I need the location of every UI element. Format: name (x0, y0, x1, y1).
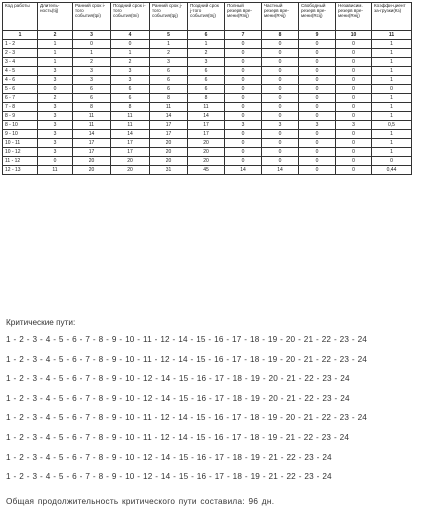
table-cell: 0 (336, 157, 372, 166)
table-cell: 0 (299, 67, 336, 76)
table-row (3, 148, 412, 157)
table-cell: 20 (150, 139, 188, 148)
column-number: 7 (225, 31, 262, 40)
table-cell: 0 (225, 94, 262, 103)
table-cell: 11 (111, 112, 150, 121)
work-code-cell: 8 - 10 (3, 121, 38, 130)
table-cell: 3 (262, 121, 299, 130)
table-cell: 17 (188, 130, 225, 139)
table-cell: 6 (111, 94, 150, 103)
column-header: Длитель-ность(tij) (38, 3, 73, 31)
table-cell: 1 (372, 40, 412, 49)
table-cell: 1 (372, 130, 412, 139)
column-number-row (3, 31, 412, 40)
table-cell: 0 (262, 130, 299, 139)
column-number: 11 (372, 31, 412, 40)
column-number: 5 (150, 31, 188, 40)
work-code-cell: 10 - 12 (3, 148, 38, 157)
table-cell: 2 (111, 58, 150, 67)
critical-paths-title: Критические пути: (6, 318, 76, 327)
table-row (3, 139, 412, 148)
critical-path-line: 1 - 2 - 3 - 4 - 5 - 6 - 7 - 8 - 9 - 10 - 11 - 12 - 14 - 15 - 16 - 17 - 18 - 19 - 20 - 21 - 22 - 23 - 24 (6, 413, 367, 423)
table-cell: 0 (262, 40, 299, 49)
table-cell: 3 (38, 112, 73, 121)
column-header: Код работы (3, 3, 38, 31)
column-header: Независим. резерв вре-мени(Rнij) (336, 3, 372, 31)
table-row (3, 58, 412, 67)
table-cell: 6 (73, 94, 111, 103)
table-cell: 1 (38, 58, 73, 67)
table-cell: 0 (262, 157, 299, 166)
table-cell: 20 (73, 166, 111, 175)
table-cell: 0 (262, 58, 299, 67)
table-cell: 11 (150, 103, 188, 112)
table-cell: 0,44 (372, 166, 412, 175)
table-cell: 0,5 (372, 121, 412, 130)
table-cell: 0 (225, 139, 262, 148)
table-cell: 3 (73, 76, 111, 85)
table-cell: 20 (188, 157, 225, 166)
table-cell: 3 (38, 76, 73, 85)
table-row (3, 130, 412, 139)
table-cell: 2 (73, 58, 111, 67)
table-cell: 6 (150, 76, 188, 85)
table-cell: 11 (38, 166, 73, 175)
table-cell: 0 (336, 58, 372, 67)
table-cell: 20 (188, 139, 225, 148)
table-cell: 0 (299, 85, 336, 94)
table-cell: 0 (262, 94, 299, 103)
table-cell: 0 (336, 103, 372, 112)
column-header: Частный резерв вре-мени(Rчij) (262, 3, 299, 31)
table-cell: 0 (262, 103, 299, 112)
column-number: 4 (111, 31, 150, 40)
table-cell: 8 (188, 94, 225, 103)
table-cell: 3 (38, 139, 73, 148)
table-cell: 0 (372, 85, 412, 94)
table-cell: 1 (188, 40, 225, 49)
table-cell: 2 (188, 49, 225, 58)
critical-path-line: 1 - 2 - 3 - 4 - 5 - 6 - 7 - 8 - 9 - 10 - 12 - 14 - 15 - 16 - 17 - 18 - 19 - 20 - 21 - 22 - 23 - 24 (6, 374, 350, 384)
table-cell: 0 (299, 94, 336, 103)
table-cell: 20 (150, 148, 188, 157)
table-cell: 0 (225, 76, 262, 85)
table-cell: 17 (111, 148, 150, 157)
table-cell: 20 (111, 157, 150, 166)
table-cell: 14 (262, 166, 299, 175)
table-cell: 0 (225, 49, 262, 58)
table-cell: 0 (299, 58, 336, 67)
table-cell: 1 (372, 103, 412, 112)
table-cell: 0 (225, 67, 262, 76)
work-code-cell: 4 - 5 (3, 67, 38, 76)
table-cell: 0 (225, 58, 262, 67)
table-cell: 0 (111, 40, 150, 49)
column-header: Ранний срок i-того события(tpi) (73, 3, 111, 31)
work-code-cell: 10 - 11 (3, 139, 38, 148)
total-duration: Общая продолжительность критического пути составила: 96 дн. (6, 497, 275, 506)
table-cell: 31 (150, 166, 188, 175)
table-cell: 0 (336, 94, 372, 103)
table-cell: 14 (73, 130, 111, 139)
column-number: 2 (38, 31, 73, 40)
work-code-cell: 11 - 12 (3, 157, 38, 166)
table-cell: 20 (188, 148, 225, 157)
work-code-cell: 5 - 6 (3, 85, 38, 94)
table-cell: 6 (188, 67, 225, 76)
column-header: Полный резерв вре-мени(Rnij) (225, 3, 262, 31)
table-cell: 1 (38, 40, 73, 49)
table-cell: 0 (299, 139, 336, 148)
schedule-table (2, 2, 412, 175)
table-row (3, 85, 412, 94)
table-cell: 0 (225, 130, 262, 139)
table-cell: 6 (73, 85, 111, 94)
table-cell: 0 (336, 67, 372, 76)
table-cell: 8 (111, 103, 150, 112)
table-cell: 3 (38, 148, 73, 157)
table-row (3, 67, 412, 76)
work-code-cell: 6 - 7 (3, 94, 38, 103)
work-code-cell: 7 - 8 (3, 103, 38, 112)
critical-path-line: 1 - 2 - 3 - 4 - 5 - 6 - 7 - 8 - 9 - 10 - 11 - 12 - 14 - 15 - 16 - 17 - 18 - 19 - 20 - 21 - 22 - 23 - 24 (6, 335, 367, 344)
critical-path-line: 1 - 2 - 3 - 4 - 5 - 6 - 7 - 8 - 9 - 10 - 12 - 14 - 15 - 16 - 17 - 18 - 19 - 21 - 22 - 23 - 24 (6, 452, 332, 462)
table-cell: 0 (336, 166, 372, 175)
table-cell: 11 (73, 112, 111, 121)
column-header: Ранний срок j-того события(tpj) (150, 3, 188, 31)
table-cell: 6 (111, 85, 150, 94)
table-cell: 6 (150, 85, 188, 94)
table-cell: 3 (38, 103, 73, 112)
table-cell: 0 (299, 166, 336, 175)
table-cell: 0 (299, 49, 336, 58)
table-cell: 1 (372, 67, 412, 76)
table-row (3, 157, 412, 166)
critical-path-line: 1 - 2 - 3 - 4 - 5 - 6 - 7 - 8 - 9 - 10 - 11 - 12 - 14 - 15 - 16 - 17 - 18 - 19 - 21 - 22 - 23 - 24 (6, 432, 350, 442)
work-code-cell: 2 - 3 (3, 49, 38, 58)
table-cell: 14 (188, 112, 225, 121)
table-cell: 0 (262, 112, 299, 121)
table-cell: 3 (111, 67, 150, 76)
table-cell: 0 (38, 157, 73, 166)
table-cell: 0 (73, 40, 111, 49)
table-cell: 1 (372, 94, 412, 103)
table-cell: 0 (336, 130, 372, 139)
document (2, 2, 442, 506)
table-cell: 1 (372, 49, 412, 58)
column-header: Поздний срок j-того события(tnj) (188, 3, 225, 31)
table-cell: 1 (372, 148, 412, 157)
table-cell: 0 (225, 85, 262, 94)
table-cell: 0 (225, 103, 262, 112)
column-header: Свободный резерв вре-мени(Rcij) (299, 3, 336, 31)
table-cell: 0 (336, 112, 372, 121)
table-cell: 0 (225, 40, 262, 49)
column-number: 1 (3, 31, 38, 40)
table-row (3, 49, 412, 58)
table-cell: 0 (299, 76, 336, 85)
table-cell: 1 (150, 40, 188, 49)
table-cell: 1 (111, 49, 150, 58)
table-cell: 0 (262, 85, 299, 94)
table-cell: 3 (299, 121, 336, 130)
table-row (3, 166, 412, 175)
work-code-cell: 12 - 13 (3, 166, 38, 175)
table-cell: 0 (372, 157, 412, 166)
table-cell: 3 (336, 121, 372, 130)
table-cell: 20 (111, 166, 150, 175)
column-number: 3 (73, 31, 111, 40)
table-cell: 11 (111, 121, 150, 130)
column-number: 10 (336, 31, 372, 40)
table-cell: 6 (188, 85, 225, 94)
table-cell: 0 (262, 148, 299, 157)
table-cell: 1 (73, 49, 111, 58)
table-cell: 14 (225, 166, 262, 175)
table-cell: 3 (111, 76, 150, 85)
work-code-cell: 9 - 10 (3, 130, 38, 139)
table-cell: 0 (299, 40, 336, 49)
table-cell: 17 (73, 148, 111, 157)
table-cell: 0 (225, 148, 262, 157)
table-cell: 0 (262, 67, 299, 76)
table-cell: 0 (336, 148, 372, 157)
table-row (3, 112, 412, 121)
table-row (3, 76, 412, 85)
table-cell: 17 (150, 121, 188, 130)
column-header: Поздний срок i-того события(tni) (111, 3, 150, 31)
table-cell: 0 (262, 76, 299, 85)
table-cell: 1 (372, 139, 412, 148)
table-cell: 0 (262, 49, 299, 58)
table-cell: 20 (73, 157, 111, 166)
table-body (3, 40, 412, 175)
table-cell: 2 (38, 94, 73, 103)
table-cell: 8 (150, 94, 188, 103)
table-header-row (3, 3, 412, 31)
table-cell: 3 (225, 121, 262, 130)
table-row (3, 103, 412, 112)
table-cell: 3 (188, 58, 225, 67)
table-row (3, 121, 412, 130)
table-cell: 0 (299, 157, 336, 166)
table-cell: 2 (150, 49, 188, 58)
table-cell: 1 (372, 112, 412, 121)
table-cell: 1 (372, 76, 412, 85)
table-cell: 14 (150, 112, 188, 121)
table-cell: 0 (38, 85, 73, 94)
table-cell: 3 (150, 58, 188, 67)
table-cell: 8 (73, 103, 111, 112)
table-cell: 0 (299, 103, 336, 112)
table-cell: 6 (150, 67, 188, 76)
table-cell: 0 (336, 49, 372, 58)
column-number: 8 (262, 31, 299, 40)
critical-path-line: 1 - 2 - 3 - 4 - 5 - 6 - 7 - 8 - 9 - 10 - 12 - 14 - 15 - 16 - 17 - 18 - 19 - 20 - 21 - 22 - 23 - 24 (6, 393, 350, 403)
table-cell: 20 (150, 157, 188, 166)
column-header: Коэффи-циент за-грузки(Кз) (372, 3, 412, 31)
table-cell: 0 (336, 76, 372, 85)
work-code-cell: 4 - 6 (3, 76, 38, 85)
table-cell: 0 (299, 130, 336, 139)
table-row (3, 40, 412, 49)
table-cell: 0 (336, 40, 372, 49)
table-cell: 11 (188, 103, 225, 112)
table-cell: 17 (188, 121, 225, 130)
critical-path-line: 1 - 2 - 3 - 4 - 5 - 6 - 7 - 8 - 9 - 10 - 12 - 14 - 15 - 16 - 17 - 18 - 19 - 21 - 22 - 23 - 24 (6, 472, 332, 482)
table-cell: 17 (73, 139, 111, 148)
critical-path-line: 1 - 2 - 3 - 4 - 5 - 6 - 7 - 8 - 9 - 10 - 11 - 12 - 14 - 15 - 16 - 17 - 18 - 19 - 20 - 21 - 22 - 23 - 24 (6, 354, 367, 364)
table-cell: 45 (188, 166, 225, 175)
work-code-cell: 8 - 9 (3, 112, 38, 121)
table-cell: 0 (225, 112, 262, 121)
table-cell: 0 (299, 148, 336, 157)
table-cell: 1 (38, 49, 73, 58)
table-cell: 17 (111, 139, 150, 148)
table-cell: 6 (188, 76, 225, 85)
table-cell: 0 (225, 157, 262, 166)
column-number: 6 (188, 31, 225, 40)
table-cell: 11 (73, 121, 111, 130)
table-cell: 3 (38, 121, 73, 130)
table-cell: 0 (262, 139, 299, 148)
table-cell: 3 (38, 67, 73, 76)
table-cell: 3 (38, 130, 73, 139)
table-cell: 0 (299, 112, 336, 121)
work-code-cell: 1 - 2 (3, 40, 38, 49)
table-cell: 1 (372, 58, 412, 67)
table-cell: 0 (336, 139, 372, 148)
table-row (3, 94, 412, 103)
column-number: 9 (299, 31, 336, 40)
table-cell: 17 (150, 130, 188, 139)
table-cell: 14 (111, 130, 150, 139)
work-code-cell: 3 - 4 (3, 58, 38, 67)
critical-paths-list (6, 335, 442, 492)
table-cell: 3 (73, 67, 111, 76)
table-cell: 0 (336, 85, 372, 94)
